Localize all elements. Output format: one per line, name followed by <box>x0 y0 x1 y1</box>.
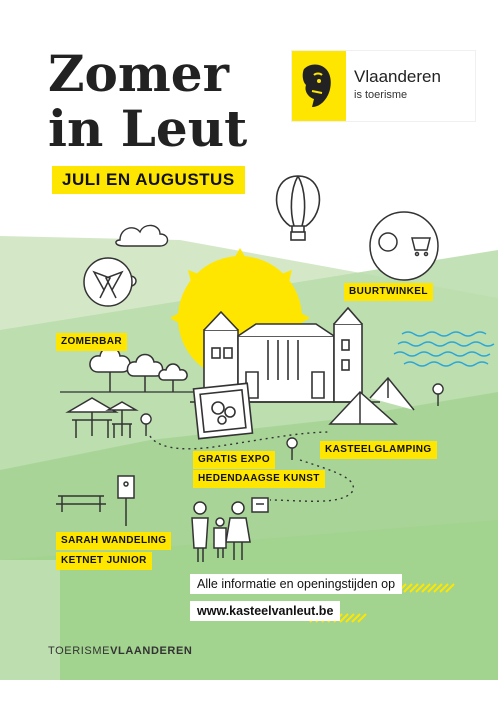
title-line-2: in Leut <box>48 99 248 158</box>
shop-icon <box>370 212 438 280</box>
label-kasteelglamping: KASTEELGLAMPING <box>320 441 437 459</box>
label-gratis-expo: GRATIS EXPO <box>193 451 275 469</box>
label-hedendaagse-kunst: HEDENDAAGSE KUNST <box>193 470 325 488</box>
toerisme-vlaanderen-footer <box>48 645 192 657</box>
date-subtitle: JULI EN AUGUSTUS <box>52 166 245 194</box>
logo-background <box>292 51 346 121</box>
champagne-icon <box>84 258 132 306</box>
title-line-1: Zomer <box>48 44 229 103</box>
info-box <box>190 574 402 627</box>
footer-part-2: VLAANDEREN <box>110 645 193 657</box>
expo-frame-icon <box>194 383 253 438</box>
label-ketnet-junior: KETNET JUNIOR <box>56 552 152 570</box>
label-zomerbar: ZOMERBAR <box>56 333 127 351</box>
balloon-icon <box>277 176 320 240</box>
label-sarah-wandeling: SARAH WANDELING <box>56 532 171 550</box>
logo-name: Vlaanderen <box>354 67 441 86</box>
info-text: Alle informatie en openingstijden op <box>190 574 402 594</box>
logo-tagline: is toerisme <box>354 89 408 101</box>
label-buurtwinkel: BUURTWINKEL <box>344 283 433 301</box>
website-link[interactable]: www.kasteelvanleut.be <box>190 601 340 621</box>
vlaanderen-logo <box>292 51 475 121</box>
lion-icon <box>292 51 346 121</box>
footer-part-1: TOERISME <box>48 645 111 657</box>
page-title <box>48 46 247 156</box>
